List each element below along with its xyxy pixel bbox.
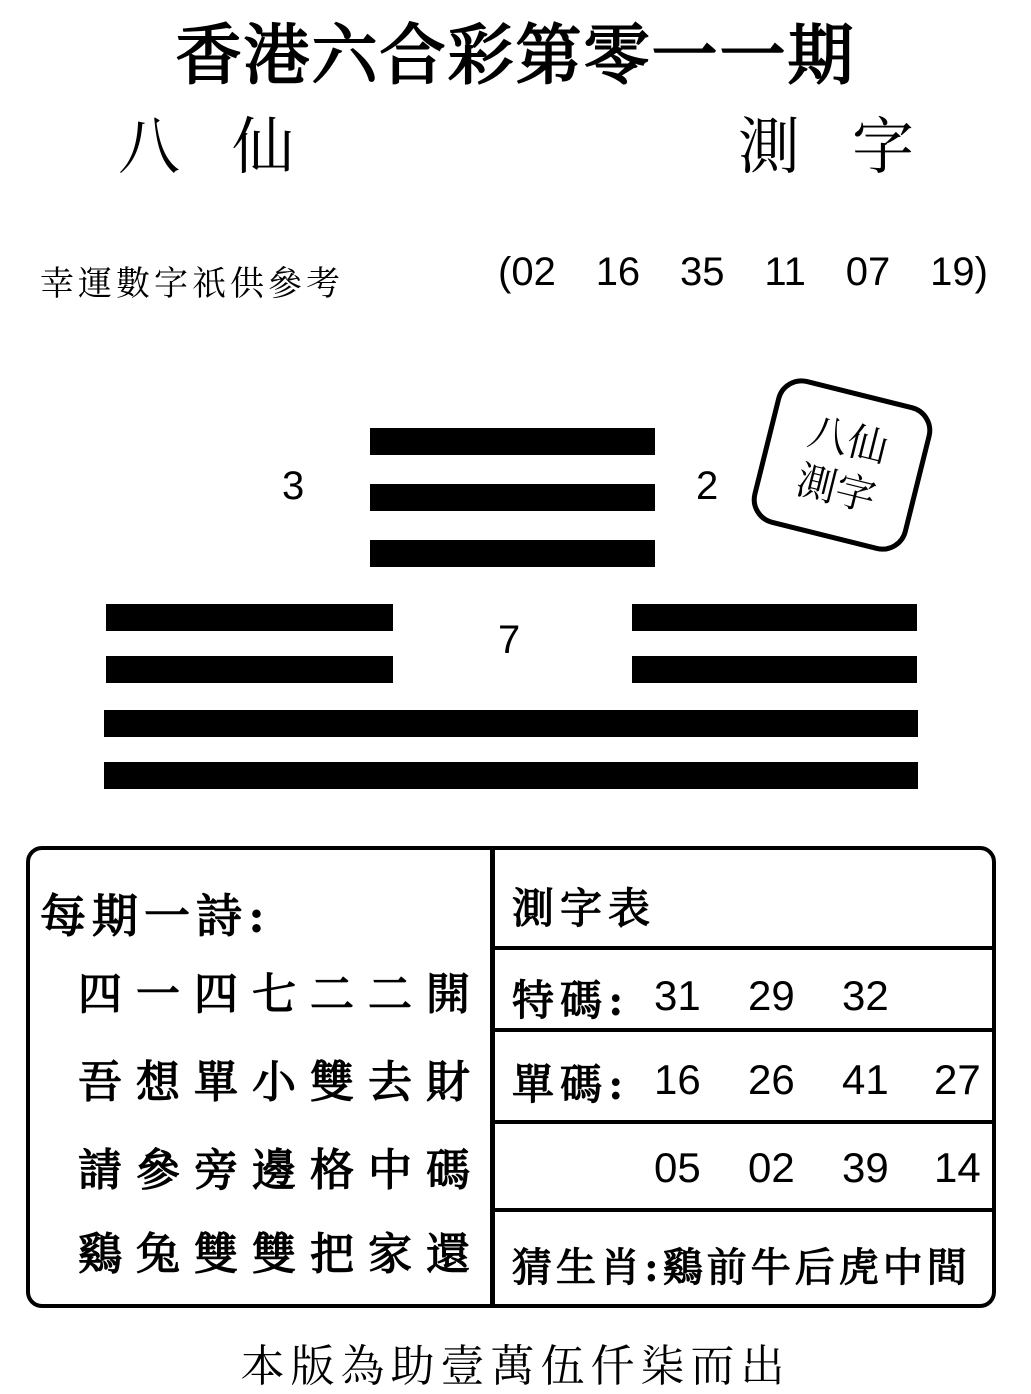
trigram-number-middle: 7	[498, 618, 521, 662]
stamp-seal	[746, 373, 938, 557]
lucky-number: 35	[680, 250, 725, 294]
single-number: 39	[842, 1144, 889, 1191]
special-label: 特碼:	[512, 976, 630, 1025]
trigram-bar	[104, 762, 918, 789]
poem-line: 鷄兔雙雙把家還	[78, 1229, 484, 1280]
footer-note: 本版為助壹萬伍仟柒而出	[240, 1341, 791, 1392]
subtitle-left: 八仙	[118, 110, 347, 183]
trigram-number-left: 3	[282, 464, 305, 508]
lucky-number: 16	[595, 250, 641, 294]
trigram-bar	[106, 604, 393, 631]
trigram-bar	[370, 484, 655, 511]
lucky-number: 19)	[930, 250, 988, 294]
zodiac-row	[512, 1236, 971, 1293]
trigram-bar	[632, 656, 917, 683]
single-number: 05	[654, 1144, 701, 1191]
single-number: 26	[748, 1056, 795, 1103]
subtitle-right: 測字	[738, 110, 967, 183]
poem-line: 請參旁邊格中碼	[78, 1145, 484, 1196]
zodiac-value: 鷄前牛后虎中間	[662, 1244, 971, 1291]
trigram-bar	[632, 604, 917, 631]
poem-heading: 每期一詩:	[40, 889, 271, 943]
lucky-number: 07	[845, 250, 891, 294]
zodiac-label: 猜生肖:	[512, 1244, 663, 1291]
table-rule	[492, 946, 996, 950]
trigram-bar	[106, 656, 393, 683]
special-number: 29	[748, 972, 795, 1019]
table-rule	[492, 1120, 996, 1124]
table-header: 測字表	[512, 884, 657, 933]
special-number: 32	[842, 972, 889, 1019]
poem-line: 吾想單小雙去財	[78, 1057, 484, 1108]
box-divider	[490, 846, 495, 1308]
trigram-number-right: 2	[696, 464, 719, 508]
lucky-numbers-label: 幸運數字祇供參考	[40, 264, 344, 304]
poem-line: 四一四七二二開	[78, 969, 484, 1020]
single-number: 02	[748, 1144, 795, 1191]
stamp-line: 測字	[791, 457, 881, 522]
lucky-number: (02	[498, 250, 556, 294]
page-title: 香港六合彩第零一一期	[175, 17, 856, 94]
single-number: 41	[842, 1056, 889, 1103]
trigram-bar	[104, 710, 918, 737]
single-number: 16	[654, 1056, 701, 1103]
lucky-numbers	[498, 250, 988, 295]
table-rule	[492, 1208, 996, 1212]
single-number: 14	[934, 1144, 981, 1191]
lucky-number: 11	[764, 250, 806, 294]
special-number: 31	[654, 972, 701, 1019]
single-number: 27	[934, 1056, 981, 1103]
stamp-line: 八仙	[803, 408, 893, 473]
single-label: 單碼:	[512, 1060, 630, 1109]
trigram-bar	[370, 428, 655, 455]
table-rule	[492, 1028, 996, 1032]
trigram-bar	[370, 540, 655, 567]
